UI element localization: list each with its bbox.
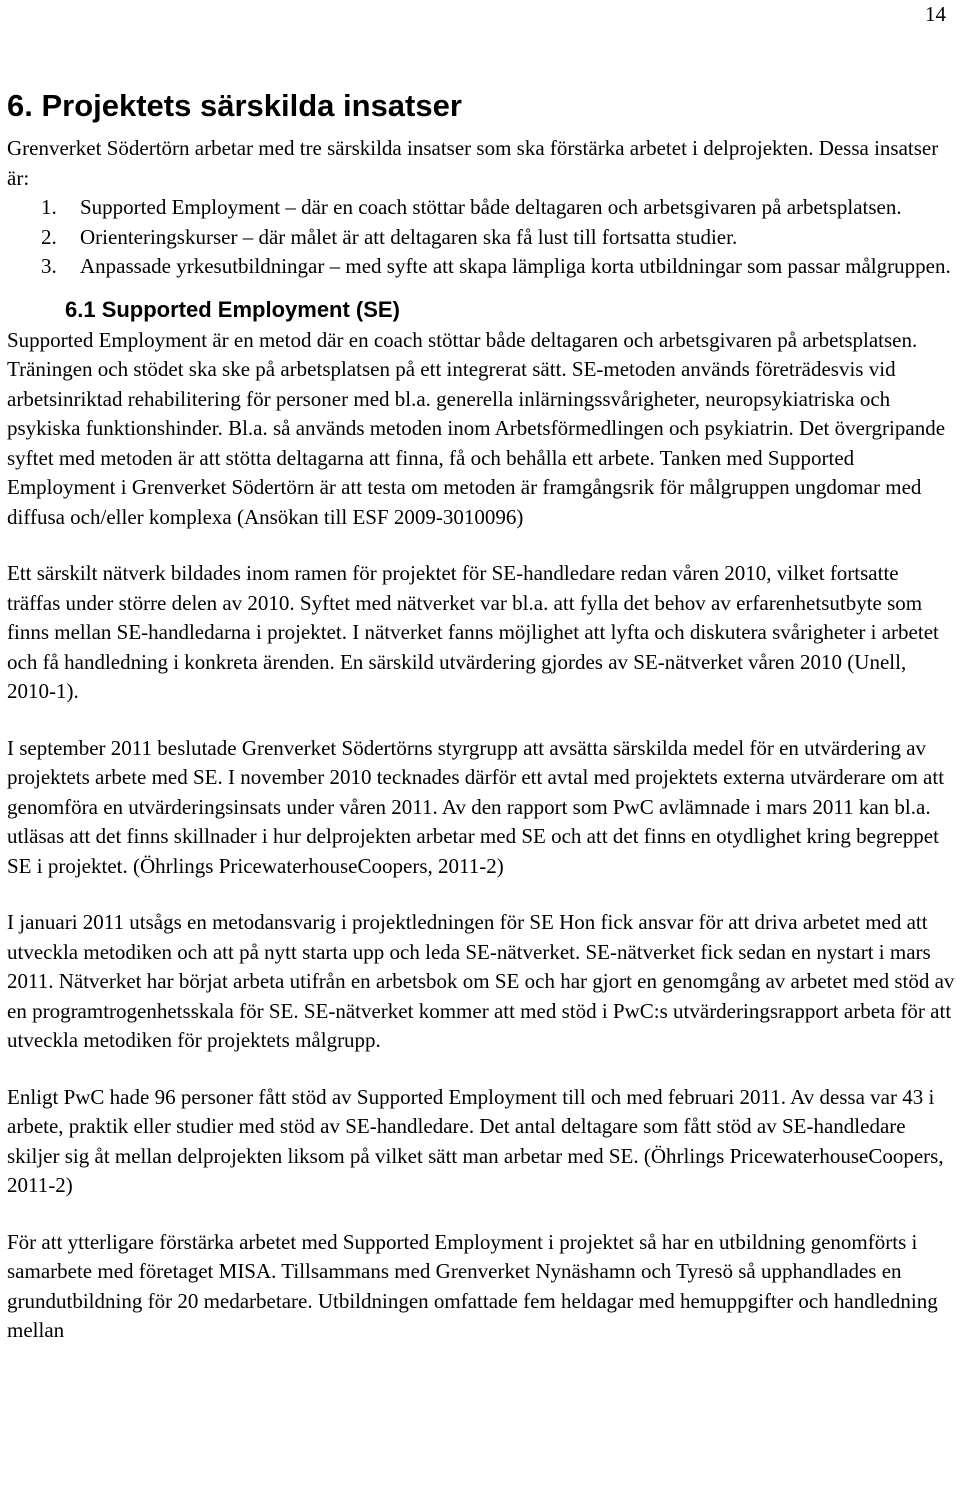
list-item — [7, 193, 957, 223]
list-item-text: Orienteringskurser – där målet är att deltagaren ska få lust till fortsatta studier. — [80, 224, 738, 249]
body-paragraph: För att ytterligare förstärka arbetet med Supported Employment i projektet så har en utbildning genomförts i samarbete med företaget MISA. Tillsammans med Grenverket Nynäshamn och Tyresö så upphandlades en grundutbildning för 20 medarbetare. Utbildningen omfattade fem heldagar med hemuppgifter och handledning mellan — [7, 1229, 938, 1342]
list-item-number: 2. — [41, 224, 57, 249]
section-heading: 6. Projektets särskilda insatser — [7, 88, 462, 123]
document-body — [7, 86, 957, 1346]
list-item-text: Supported Employment – där en coach stöttar både deltagaren och arbetsgivaren på arbetsplatsen. — [80, 195, 902, 219]
insatser-list — [7, 193, 957, 282]
intro-paragraph: Grenverket Södertörn arbetar med tre särskilda insatser som ska förstärka arbetet i delprojekten. Dessa insatser är: — [7, 136, 939, 190]
body-paragraph: I januari 2011 utsågs en metodansvarig i projektledningen för SE Hon fick ansvar för att driva arbetet med att utveckla metodiken och att på nytt starta upp och leda SE-nätverket. SE-nätverket fick sedan en nystart i mars 2011. Nätverket har börjat arbeta utifrån en arbetsbok om SE och har gjort en genomgång av arbetet med stöd av en programtrogenhetsskala för SE. SE-nätverket kommer att med stöd i PwC:s utvärderingsrapport arbeta för att utveckla metodiken för projektets målgrupp. — [7, 910, 955, 1052]
body-paragraph: I september 2011 beslutade Grenverket Södertörns styrgrupp att avsätta särskilda medel för en utvärdering av projektets arbete med SE. I november 2010 tecknades därför ett avtal med projektets externa utvärderare om att genomföra en utvärderingsinsats under våren 2011. Av den rapport som PwC avlämnade i mars 2011 kan bl.a. utläsas att det finns skillnader i hur delprojekten arbetar med SE och att det finns en otydlighet kring begreppet SE i projektet. (Öhrlings PricewaterhouseCoopers, 2011-2) — [7, 735, 945, 878]
body-paragraph: Enligt PwC hade 96 personer fått stöd av Supported Employment till och med februari 2011. Av dessa var 43 i arbete, praktik eller studier med stöd av SE-handledare. Det antal deltagare som fått stöd av SE-handledare skiljer sig åt mellan delprojekten liksom på vilket sätt man arbetar med SE. (Öhrlings PricewaterhouseCoopers, 2011-2) — [7, 1084, 944, 1197]
list-item-text: Anpassade yrkesutbildningar – med syfte att skapa lämpliga korta utbildningar som passar målgruppen. — [80, 254, 951, 278]
body-paragraph: Ett särskilt nätverk bildades inom ramen för projektet för SE-handledare redan våren 2010, vilket fortsatte träffas under större delen av 2010. Syftet med nätverket var bl.a. att fylla det behov av erfarenhetsutbyte som finns mellan SE-handledarna i projektet. I nätverket fanns möjlighet att lyfta och diskutera svårigheter i arbetet och få handledning i konkreta ärenden. En särskild utvärdering gjordes av SE-nätverket våren 2010 (Unell, 2010-1). — [7, 561, 939, 703]
list-item-number: 1. — [41, 195, 57, 219]
list-item — [7, 223, 957, 253]
page-number: 14 — [925, 2, 946, 26]
body-paragraph: Supported Employment är en metod där en coach stöttar både deltagaren och arbetsgivaren på arbetsplatsen. Träningen och stödet ska ske på arbetsplatsen på ett integrerat sätt. SE-metoden används företrädesvis vid arbetsinriktad rehabilitering för personer med bl.a. generella inlärningssvårigheter, neuropsykiatriska och psykiska funktionshinder. Bl.a. så används metoden inom Arbetsförmedlingen och psykiatrin. Det övergripande syftet med metoden är att stötta deltagarna att finna, få och behålla ett arbete. Tanken med Supported Employment i Grenverket Södertörn är att testa om metoden är framgångsrik för målgruppen ungdomar med diffusa och/eller komplexa (Ansökan till ESF 2009-3010096) — [7, 327, 946, 529]
list-item-number: 3. — [41, 254, 57, 278]
subsection-heading: 6.1 Supported Employment (SE) — [65, 296, 400, 322]
list-item — [7, 252, 957, 282]
